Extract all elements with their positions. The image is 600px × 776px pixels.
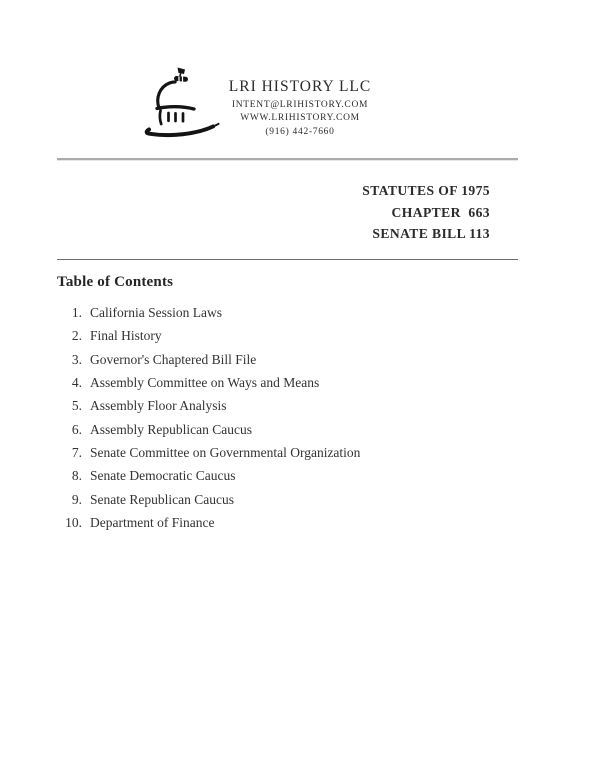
toc-item	[0, 516, 560, 530]
letterhead	[207, 77, 393, 139]
company-email: INTENT@LRIHISTORY.COM	[231, 100, 369, 110]
contact-block	[207, 99, 393, 139]
toc-item-label: Assembly Committee on Ways and Means	[90, 375, 320, 391]
toc-item-number: 3.	[71, 351, 82, 367]
toc-item	[0, 329, 560, 343]
toc-item-number: 4.	[71, 375, 82, 391]
toc-item	[0, 399, 560, 413]
company-phone: (916) 442-7660	[265, 126, 335, 137]
toc-item-number: 1.	[71, 305, 82, 320]
toc-item-label: Assembly Republican Caucus	[90, 421, 252, 437]
toc-title: Table of Contents	[57, 274, 174, 290]
toc-item-label: Senate Democratic Caucus	[90, 468, 236, 484]
toc-item-number: 8.	[71, 468, 82, 484]
toc-item	[0, 376, 560, 390]
statutes-line: STATUTES OF 1975	[362, 183, 490, 198]
case-header	[362, 180, 490, 245]
chapter-line: CHAPTER 663	[391, 204, 490, 220]
toc-item-number: 10.	[65, 515, 82, 531]
toc-item-label: Senate Republican Caucus	[90, 491, 234, 507]
toc-item-label: Assembly Floor Analysis	[90, 398, 227, 414]
toc-item-number: 2.	[71, 328, 82, 344]
toc-item-number: 9.	[71, 491, 82, 507]
divider-bottom	[57, 259, 518, 260]
toc-item	[0, 446, 560, 460]
toc-list	[0, 306, 560, 539]
senate-bill-line: SENATE BILL 113	[372, 226, 490, 242]
company-name: LRI HISTORY LLC	[228, 78, 372, 95]
toc-item-number: 6.	[71, 421, 82, 437]
toc-item	[0, 493, 560, 507]
toc-item-number: 7.	[71, 445, 82, 461]
toc-item	[0, 306, 560, 320]
toc-item	[0, 353, 560, 367]
toc-item-number: 5.	[71, 398, 82, 414]
toc-item-label: California Session Laws	[90, 305, 222, 320]
toc-item-label: Department of Finance	[90, 515, 215, 531]
company-website: WWW.LRIHISTORY.COM	[240, 113, 360, 124]
divider-top	[57, 158, 518, 160]
toc-item	[0, 423, 560, 437]
toc-item	[0, 469, 560, 483]
toc-item-label: Governor's Chaptered Bill File	[90, 351, 257, 367]
toc-item-label: Senate Committee on Governmental Organization	[90, 445, 361, 461]
toc-item-label: Final History	[90, 328, 162, 344]
